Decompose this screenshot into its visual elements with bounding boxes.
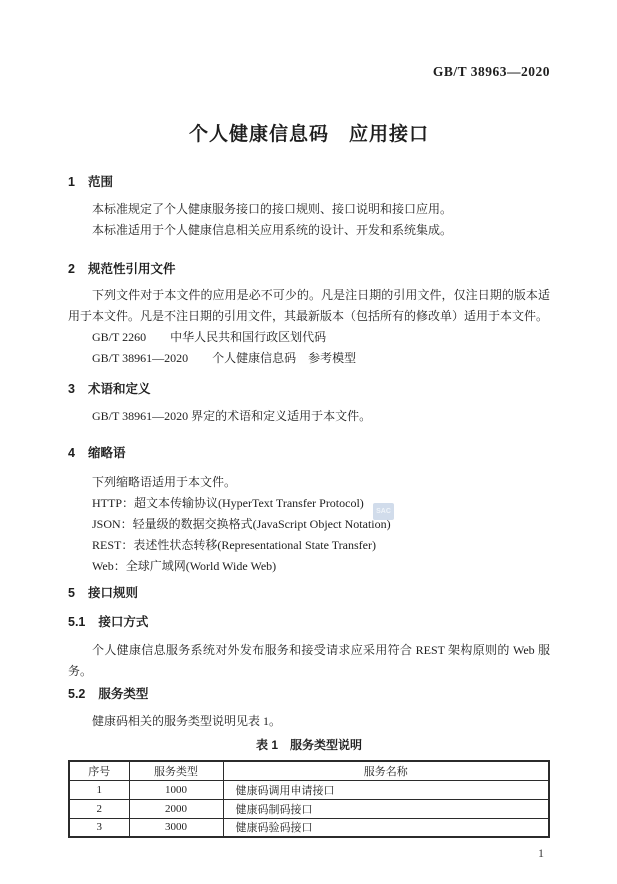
abbreviation-item-http: HTTP：超文本传输协议(HyperText Transfer Protocol) — [92, 496, 364, 510]
service-type-paragraph: 健康码相关的服务类型说明见表 1。 — [92, 714, 282, 728]
interface-mode-paragraph: 个人健康信息服务系统对外发布服务和接受请求应采用符合 REST 架构原则的 Web 服务。 — [68, 643, 550, 678]
section-5-2-heading — [68, 686, 550, 703]
section-3-title: 术语和定义 — [87, 382, 151, 396]
section-3-heading — [68, 381, 550, 398]
section-4-heading — [68, 445, 550, 462]
table-row — [69, 780, 549, 799]
table-1-caption: 表 1 服务类型说明 — [255, 738, 362, 752]
cell-service-type: 2000 — [129, 799, 223, 818]
normative-ref-item-1: GB/T 2260 中华人民共和国行政区划代码 — [92, 330, 327, 344]
section-4-title: 缩略语 — [87, 446, 126, 460]
table-header-index: 序号 — [69, 761, 129, 780]
document-title: 个人健康信息码 应用接口 — [188, 124, 429, 145]
section-5-2-number: 5.2 — [68, 687, 86, 701]
section-2-number: 2 — [68, 262, 75, 276]
doc-number: GB/T 38963—2020 — [432, 64, 550, 79]
scope-paragraph-1: 本标准规定了个人健康服务接口的接口规则、接口说明和接口应用。 — [92, 202, 453, 216]
section-5-1-heading — [68, 614, 550, 631]
page-content — [0, 64, 617, 861]
scope-paragraph-2: 本标准适用于个人健康信息相关应用系统的设计、开发和系统集成。 — [92, 223, 453, 237]
sac-watermark-icon: SAC — [373, 503, 394, 520]
normative-ref-item-2: GB/T 38961—2020 个人健康信息码 参考模型 — [92, 351, 357, 365]
cell-index: 1 — [69, 780, 129, 799]
table-header-service-name: 服务名称 — [223, 761, 549, 780]
section-1-title: 范围 — [87, 175, 113, 189]
page-number: 1 — [538, 846, 544, 860]
section-2-heading — [68, 261, 550, 278]
cell-service-name: 健康码验码接口 — [223, 818, 549, 837]
section-2-title: 规范性引用文件 — [87, 262, 176, 276]
abbreviations-intro: 下列缩略语适用于本文件。 — [92, 475, 237, 489]
cell-index: 2 — [69, 799, 129, 818]
section-5-heading — [68, 585, 550, 602]
terms-paragraph: GB/T 38961—2020 界定的术语和定义适用于本文件。 — [92, 409, 372, 423]
cell-service-type: 1000 — [129, 780, 223, 799]
cell-service-name: 健康码调用申请接口 — [223, 780, 549, 799]
table-header-service-type: 服务类型 — [129, 761, 223, 780]
cell-service-type: 3000 — [129, 818, 223, 837]
abbreviation-item-rest: REST：表述性状态转移(Representational State Transfer) — [92, 538, 376, 552]
section-3-number: 3 — [68, 382, 75, 396]
cell-service-name: 健康码制码接口 — [223, 799, 549, 818]
section-5-1-number: 5.1 — [68, 615, 86, 629]
section-5-title: 接口规则 — [87, 586, 138, 600]
section-1-heading — [68, 174, 550, 191]
section-5-1-title: 接口方式 — [98, 615, 149, 629]
table-row — [69, 818, 549, 837]
section-1-number: 1 — [68, 175, 75, 189]
table-header-row — [69, 761, 549, 780]
section-5-2-title: 服务类型 — [98, 687, 149, 701]
service-type-table — [68, 760, 550, 838]
normative-refs-intro: 下列文件对于本文件的应用是必不可少的。凡是注日期的引用文件，仅注日期的版本适用于本文件。凡是不注日期的引用文件，其最新版本（包括所有的修改单）适用于本文件。 — [68, 288, 550, 323]
section-4-number: 4 — [68, 446, 75, 460]
section-5-number: 5 — [68, 586, 75, 600]
abbreviation-item-web: Web：全球广域网(World Wide Web) — [92, 559, 277, 573]
cell-index: 3 — [69, 818, 129, 837]
abbreviation-item-json: JSON：轻量级的数据交换格式(JavaScript Object Notation) — [92, 517, 391, 531]
table-row — [69, 799, 549, 818]
